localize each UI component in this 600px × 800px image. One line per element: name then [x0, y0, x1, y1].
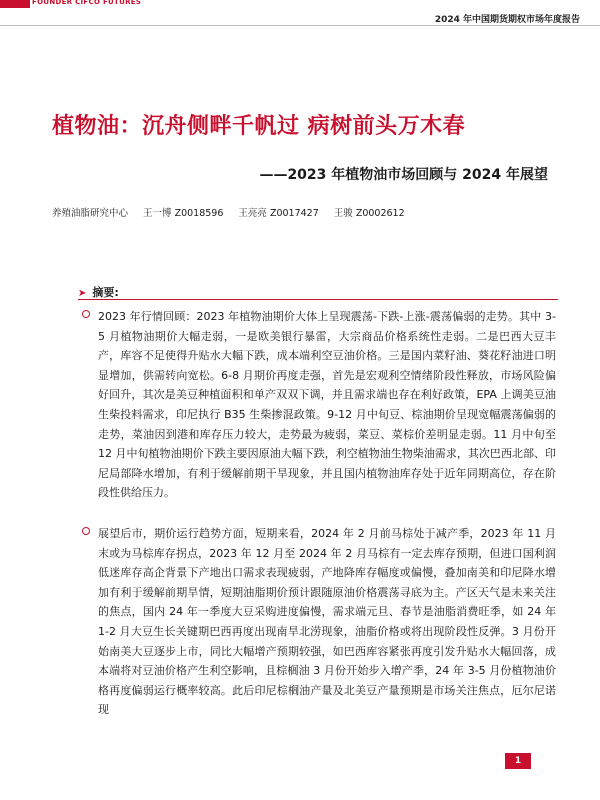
- abstract-heading: [78, 284, 119, 300]
- abstract-heading-label: 摘要:: [92, 286, 119, 299]
- abstract-paragraph: [98, 524, 556, 720]
- circle-bullet-icon: [82, 527, 90, 535]
- circle-bullet-icon: [82, 310, 90, 318]
- page-title: 植物油：沉舟侧畔千帆过 病树前头万木春: [52, 114, 466, 139]
- abstract-paragraph-text: 2023 年行情回顾：2023 年植物油期价大体上呈现震荡-下跌-上涨-震荡偏弱的走势。其中 3-5 月植物油期价大幅走弱，一是欧美银行暴雷，大宗商品价格系统性走弱。二是巴西大豆丰产，库容不足使得升贴水大幅下跌，成本端利空豆油价格。三是国内菜籽油、葵花籽油进口明显增加，供需转向宽松。6-8 月期价再度走强，首先是宏观利空情绪阶段性释放，市场风险偏好回升，其次是美豆种植面积和单产双双下调，并且需求端也存在利好政策，EPA 上调美豆油生柴投料需求，印尼执行 B35 生柴掺混政策。9-12 月中旬豆、棕油期价呈现宽幅震荡偏弱的走势，菜油因到港和库存压力较大，走势最为疲弱，菜豆、菜棕价差明显走弱。11 月中旬至 12 月中旬植物油期价下跌主要因原油大幅下跌，利空植物油生物柴油需求，其次巴西北部、印尼局部降水增加，有利于缓解前期干旱现象，并且国内植物油库存处于近年同期高位，存在阶段性供给压力。: [98, 310, 556, 500]
- company-logo: [0, 0, 30, 8]
- abstract-paragraph-text: 展望后市，期价运行趋势方面，短期来看，2024 年 2 月前马棕处于减产季，2023 年 11 月末或为马棕库存拐点，2023 年 12 月至 2024 年 2 月马棕有一定去库存预期，但进口国利润低迷库存高企背景下产地出口需求表现疲弱，产地降库存幅度或偏慢，叠加南美和印尼降水增加有利于缓解前期旱情，短期油脂期价预计跟随原油价格震荡寻底为主。产区天气是未来关注的焦点，国内 24 年一季度大豆采购进度偏慢，需求端元旦、春节是油脂消费旺季，如 24 年 1-2 月大豆生长关键期巴西再度出现南旱北涝现象，油脂价格或将出现阶段性反弹。3 月份开始南美大豆逐步上市，同比大幅增产预期较强，如巴西库容紧张再度引发升贴水大幅回落，成本端将对豆油价格产生利空影响，且棕榈油 3 月份开始步入增产季，24 年 3-5 月份植物油价格再度偏弱运行概率较高。此后印尼棕榈油产量及北美豆产量预期是市场关注焦点，厄尔尼诺现: [98, 527, 556, 717]
- header-divider: [0, 25, 600, 26]
- page-number: 1: [505, 753, 531, 769]
- author-line: [52, 205, 417, 219]
- abstract-divider: [78, 299, 558, 300]
- author-2: 王亮亮 Z0017427: [238, 208, 319, 219]
- company-logo-text: FOUNDER CIFCO FUTURES: [32, 0, 142, 6]
- page-subtitle: ——2023 年植物油市场回顾与 2024 年展望: [259, 167, 548, 183]
- author-3: 王骏 Z0002612: [333, 208, 405, 219]
- abstract-paragraph: [98, 307, 556, 503]
- research-team: 养殖油脂研究中心: [52, 208, 129, 219]
- page-header: [0, 0, 600, 26]
- author-1: 王一博 Z0018596: [143, 208, 224, 219]
- report-header-title: 2024 年中国期货期权市场年度报告: [434, 15, 580, 25]
- arrow-right-icon: ➤: [78, 288, 87, 299]
